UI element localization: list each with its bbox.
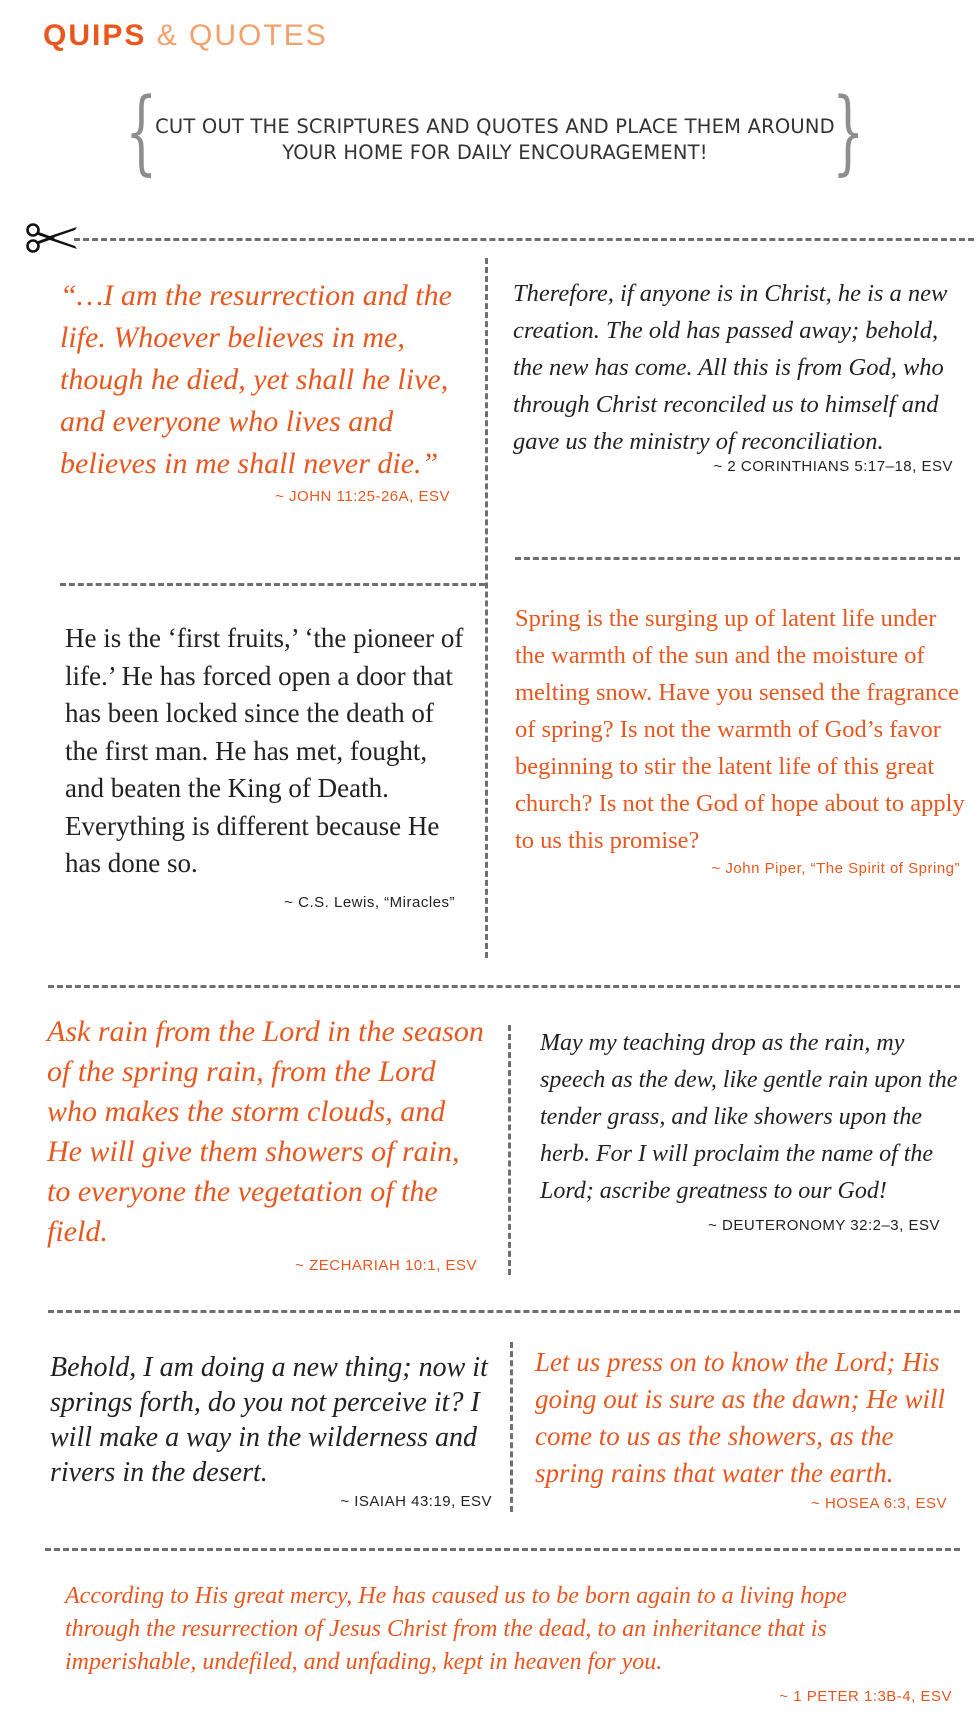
cut-line-row3 xyxy=(48,1310,960,1313)
cut-line-vertical-3 xyxy=(510,1342,513,1512)
quote-text: According to His great mercy, He has caused us to be born again to a living hope through the resurrection of Jesus Christ from the dead, to an inheritance that is imperishable, undefiled, and unfading, kept in heaven for you. xyxy=(65,1583,847,1675)
quote-card-1-peter xyxy=(65,1580,960,1707)
quote-card-john-piper xyxy=(515,600,970,879)
cut-line-top xyxy=(74,238,974,241)
instructions-text: CUT OUT THE SCRIPTURES AND QUOTES AND PLACE THEM AROUND YOUR HOME FOR DAILY ENCOURAGEMENT! xyxy=(155,115,835,164)
quote-text: He is the ‘first fruits,’ ‘the pioneer of life.’ He has forced open a door that has been locked since the death of the first man. He has met, fought, and beaten the King of Death. Everything is different because He has done so. xyxy=(65,623,464,878)
quote-card-cs-lewis xyxy=(65,620,465,913)
quote-card-hosea xyxy=(535,1344,965,1514)
cut-line-vertical-1 xyxy=(485,258,488,958)
quote-card-deuteronomy xyxy=(540,1025,960,1236)
cut-line-vertical-2 xyxy=(508,1025,511,1275)
title-and-quotes: & QUOTES xyxy=(156,19,328,52)
cut-line-row1-left xyxy=(60,583,485,586)
cut-line-row1-right xyxy=(515,557,960,560)
quote-text: Behold, I am doing a new thing; now it springs forth, do you not perceive it? I will make a way in the wilderness and rivers in the desert. xyxy=(50,1352,488,1488)
quote-attribution: ~ C.S. Lewis, “Miracles” xyxy=(284,893,455,911)
instructions-box xyxy=(120,78,870,185)
quote-text: May my teaching drop as the rain, my speech as the dew, like gentle rain upon the tender grass, and like showers upon the herb. For I will proclaim the name of the Lord; ascribe greatness to our God! xyxy=(540,1030,958,1204)
quote-attribution: ~ John Piper, “The Spirit of Spring” xyxy=(711,860,960,877)
quote-attribution: ~ ZECHARIAH 10:1, ESV xyxy=(295,1257,477,1274)
quote-attribution: ~ JOHN 11:25-26A, ESV xyxy=(275,488,450,505)
quote-attribution: ~ 2 CORINTHIANS 5:17–18, ESV xyxy=(713,458,953,475)
quote-text: Therefore, if anyone is in Christ, he is a new creation. The old has passed away; behold, the new has come. All this is from God, who through Christ reconciled us to himself and gave us the ministry of reconciliation. xyxy=(513,280,948,455)
scissors-icon xyxy=(25,222,81,254)
cut-line-row4 xyxy=(45,1548,960,1551)
quote-text: Let us press on to know the Lord; His going out is sure as the dawn; He will come to us as the showers, as the spring rains that water the earth. xyxy=(535,1347,945,1488)
quote-attribution: ~ DEUTERONOMY 32:2–3, ESV xyxy=(708,1217,940,1234)
title-quips: QUIPS xyxy=(43,19,147,52)
quote-attribution: ~ 1 PETER 1:3B-4, ESV xyxy=(779,1688,952,1705)
quote-card-2-corinthians xyxy=(513,275,953,477)
page-title xyxy=(43,18,328,54)
cut-line-row2 xyxy=(48,985,960,988)
quote-attribution: ~ ISAIAH 43:19, ESV xyxy=(340,1493,492,1510)
quote-card-isaiah xyxy=(50,1350,500,1512)
quote-card-zechariah xyxy=(47,1012,487,1276)
quote-text: “…I am the resurrection and the life. Whoever believes in me, though he died, yet shall he live, and everyone who lives and believes in me shall never die.” xyxy=(60,279,452,480)
quote-card-john xyxy=(60,275,460,507)
left-brace-icon: { xyxy=(125,78,158,185)
right-brace-icon: } xyxy=(832,78,865,185)
quote-text: Spring is the surging up of latent life under the warmth of the sun and the moisture of melting snow. Have you sensed the fragrance of spring? Is not the warmth of God’s favor beginning to stir the latent life of this great church? Is not the God of hope about to apply to us this promise? xyxy=(515,605,965,854)
quote-text: Ask rain from the Lord in the season of the spring rain, from the Lord who makes the storm clouds, and He will give them showers of rain, to everyone the vegetation of the field. xyxy=(47,1015,484,1248)
quote-attribution: ~ HOSEA 6:3, ESV xyxy=(811,1495,947,1512)
